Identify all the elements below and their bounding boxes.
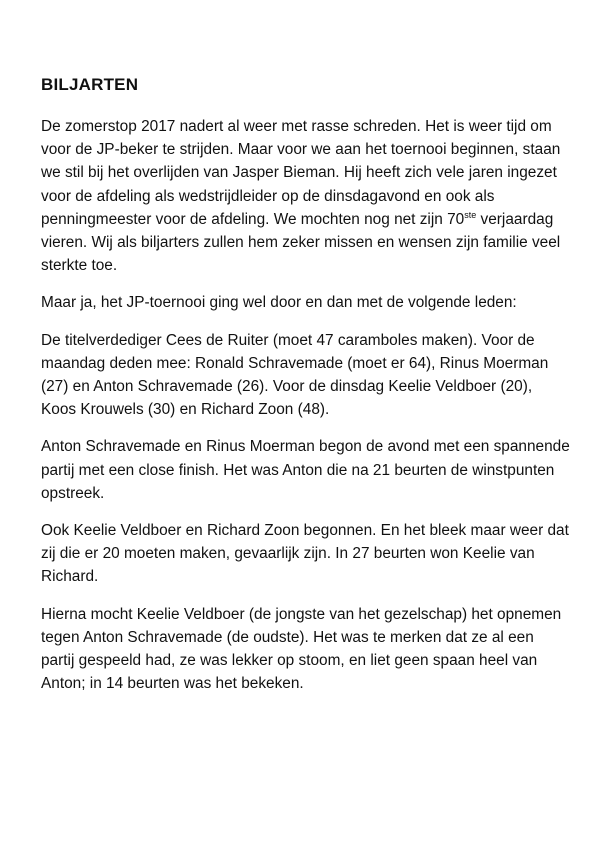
- article-body: [41, 115, 571, 709]
- paragraph-match-3: Hierna mocht Keelie Veldboer (de jongste van het gezelschap) het opnemen tegen Anton Schravemade (de oudste). Het was te merken dat ze al een partij gespeeld had, ze was lekker op stoom, en liet geen spaan heel van Anton; in 14 beurten was het bekeken.: [41, 605, 562, 693]
- paragraph-match-1: Anton Schravemade en Rinus Moerman begon de avond met een spannende partij met een close finish. Het was Anton die na 21 beurten de winstpunten opstreek.: [41, 438, 570, 502]
- paragraph-participants: De titelverdediger Cees de Ruiter (moet 47 caramboles maken). Voor de maandag deden mee: Ronald Schravemade (moet er 64), Rinus Moerman (27) en Anton Schravemade (26). Voor de dinsdag Keelie Veldboer (20), Koos Krouwels (30) en Richard Zoon (48).: [41, 331, 549, 419]
- paragraph-intro-text-continued: verjaardag vieren. Wij als biljarters zullen hem zeker missen en wensen zijn familie veel sterkte toe.: [41, 210, 561, 275]
- paragraph-match-2: Ook Keelie Veldboer en Richard Zoon begonnen. En het bleek maar weer dat zij die er 20 moeten maken, gevaarlijk zijn. In 27 beurten won Keelie van Richard.: [41, 522, 569, 586]
- paragraph-intro-text: De zomerstop 2017 nadert al weer met rasse schreden. Het is weer tijd om voor de JP-beker te strijden. Maar voor we aan het toernooi beginnen, staan we stil bij het overlijden van Jasper Bieman. Hij heeft zich vele jaren ingezet voor de afdeling als wedstrijdleider op de dinsdagavond en ook als penningmeester voor de afdeling. We mochten nog net zijn 70: [41, 118, 561, 228]
- paragraph-tournament: Maar ja, het JP-toernooi ging wel door en dan met de volgende leden:: [41, 294, 517, 312]
- page-title: BILJARTEN: [41, 75, 139, 94]
- ordinal-suffix: ste: [464, 209, 477, 220]
- paragraph-intro: [41, 115, 571, 277]
